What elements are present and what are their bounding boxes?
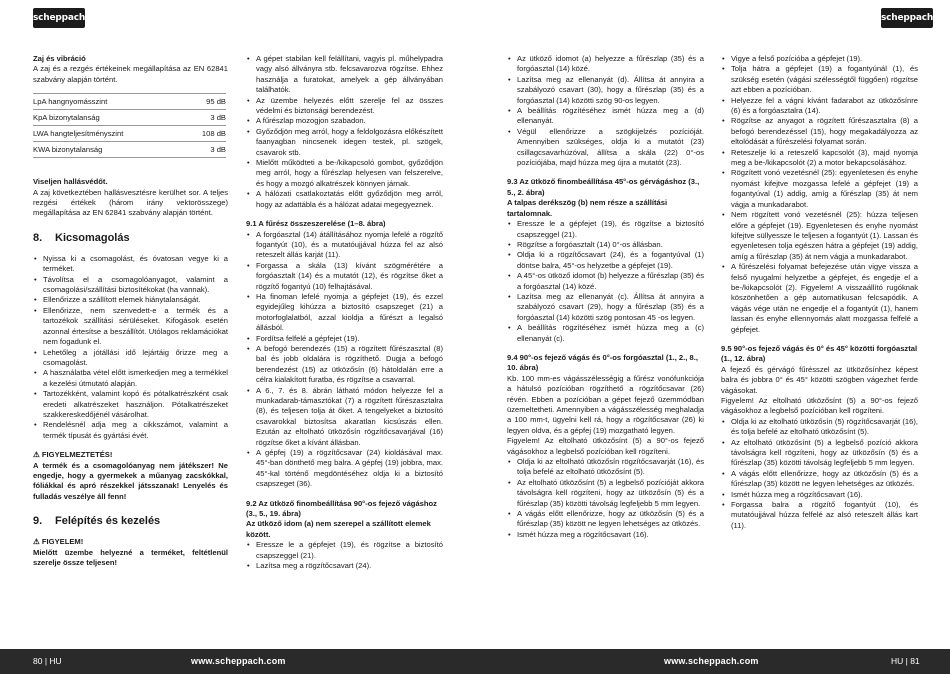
- brand-logo: scheppach: [881, 8, 933, 28]
- table-row: [33, 126, 226, 142]
- list-item: • Reteszelje ki a reteszelő kapcsolót (3), majd nyomja meg a be-/kikapcsolót (2) a motor bekapcsolásához.: [721, 148, 918, 169]
- list-item: • A beállítás rögzítéséhez ismét húzza meg a (c) ellenanyát (c).: [507, 323, 704, 344]
- setup-list: [246, 54, 443, 210]
- list-item: • Eressze le a gépfejet (19), és rögzítse a biztosító csapszeggel (21).: [507, 219, 704, 240]
- caution-title: ⚠ FIGYELEM!: [33, 537, 84, 547]
- list-item: • A 45°-os ütköző idomot (b) helyezze a fűrészlap (35) és a forgóasztal (14) közé.: [507, 271, 704, 292]
- noise-text: A zaj és a rezgés értékeinek megállapítása az EN 62841 szabvány alapján történt.: [33, 64, 228, 84]
- footer-url-left[interactable]: www.scheppach.com: [191, 656, 286, 666]
- section-9-2-sub: Az ütköző idom (a) nem szerepel a szállított elemek között.: [246, 519, 431, 539]
- list-item: • Helyezze fel a vágni kívánt fadarabot az ütközősínre (6) és a forgóasztalra (14).: [721, 96, 918, 117]
- column-1: [33, 54, 228, 568]
- table-cell: LpA hangnyomásszint: [33, 94, 185, 110]
- table-cell: 3 dB: [185, 110, 226, 126]
- table-cell: LWA hangteljesítményszint: [33, 126, 185, 142]
- list-item: • Az eltolható ütközősínt (5) a legbelső pozíció akkora távolságra kell rögzíteni, hogy az ütközősín (5) és a fűrészlap (35) közötti távolság legfeljebb 5 mm legyen.: [721, 438, 918, 469]
- list-item: • Vigye a felső pozícióba a gépfejet (19).: [721, 54, 918, 64]
- list-item: • A vágás előtt ellenőrizze, hogy az ütközősín (5) és a fűrészlap (35) között ne legyen lehetséges az ütközés.: [721, 469, 918, 490]
- list-item: • Oldja ki az eltolható ütközősín (5) rögzítőcsavarját (16), és tolja befelé az eltolható ütközősínt (5).: [721, 417, 918, 438]
- list-item: • Lazítsa meg a rögzítőcsavart (24).: [246, 561, 443, 571]
- list-item: • Forgassa a skála (13) kívánt szögmérétére a forgóasztalt (14) és a mutatót (12), és rögzítse őket a rögzítő fogantyú (10) felhajtásával.: [246, 261, 443, 292]
- section-9-4-heading: 9.4 90°-os fejező vágás és 0°-os forgóasztal (1., 2., 8., 10. ábra): [507, 352, 698, 373]
- list-item: • Forgassa balra a rögzítő fogantyút (10), és mutatóujjával húzza felfelé az alsó reteszelt állás kart (11).: [721, 500, 918, 531]
- list-item: • Az üzembe helyezés előtt szerelje fel az összes védelmi és biztonsági berendezést.: [246, 96, 443, 117]
- wear-text: A zaj következtében hallásvesztésre kerülhet sor. A teljes rezgési értékek (három irány vektorösszege) megállapítása az EN 62841 szabvány alapján történt.: [33, 187, 228, 218]
- list-item: • Mielőtt működteti a be-/kikapcsoló gombot, győződjön meg arról, hogy a fűrészlap helyesen van felszerelve, és hogy a mozgó alkatrészek könnyen járnak.: [246, 158, 443, 189]
- list-item: • Lazítsa meg az ellenanyát (c). Állítsa át annyira a szabályozó csavart (29), hogy a fűrészlap (35) és a forgóasztal (14) közötti szög pontosan 45 -os legyen.: [507, 292, 704, 323]
- adjust-cont-list: [507, 54, 704, 168]
- list-item: • Oldja ki a rögzítőcsavart (24), és a fogantyúval (1) döntse balra, 45°-os helyzetbe a gépfejet (19).: [507, 250, 704, 271]
- operation-list: [721, 54, 918, 335]
- section-number: 8.: [33, 231, 43, 244]
- list-item: • Tartozékként, valamint kopó és pótalkatrészként csak eredeti alkatrészeket használjon. Pótalkatrészeket szakkereskedőjénél vásárolhat.: [33, 389, 228, 420]
- list-item: • A használatba vétel előtt ismerkedjen meg a termékkel a kezelési útmutató alapján.: [33, 368, 228, 389]
- page-number-left: 80 | HU: [33, 656, 62, 666]
- table-cell: 108 dB: [185, 126, 226, 142]
- table-cell: 95 dB: [185, 94, 226, 110]
- caution-text: Mielőtt üzembe helyezné a terméket, feltétlenül szerelje össze teljesen!: [33, 547, 228, 567]
- sound-table: [33, 93, 226, 158]
- bevel-list: [507, 219, 704, 344]
- table-row: [33, 142, 226, 158]
- list-item: • Nyissa ki a csomagolást, és óvatosan vegye ki a terméket.: [33, 254, 228, 275]
- warning-title: ⚠ FIGYELMEZTETÉS!: [33, 450, 113, 460]
- list-item: • Ismét húzza meg a rögzítőcsavart (16).: [507, 530, 704, 540]
- list-item: • Ismét húzza meg a rögzítőcsavart (16).: [721, 490, 918, 500]
- list-item: • A vágás előtt ellenőrizze, hogy az ütközősín (5) és a fűrészlap (35) között ne legyen lehetséges az ütközés.: [507, 509, 704, 530]
- table-cell: KWA bizonytalanság: [33, 142, 185, 158]
- section-9-5-heading: 9.5 90°-os fejező vágás és 0° és 45° közötti forgóasztal (1., 12. ábra): [721, 343, 918, 364]
- section-9-5-text: A fejező és gérvágó fűrésszel az ütközősínhez képest balra és jobbra 0° és 45° közötti szögben vágezhet ferde vágásokat.: [721, 364, 918, 395]
- list-item: • Rögzített vonó vezetésnél (25): egyenletesen és enyhe nyomást kifejtve mozgassa lefelé a gépfejet (19) a fogantyúval (1) addig, amíg a fűrészlap (35) át nem vágja a munkadarabot.: [721, 168, 918, 210]
- table-cell: KpA bizonytalanság: [33, 110, 185, 126]
- section-title: Kicsomagolás: [55, 231, 130, 244]
- column-2: [246, 54, 443, 572]
- table-cell: 3 dB: [185, 142, 226, 158]
- list-item: • Eressze le a gépfejet (19), és rögzítse a biztosító csapszeggel (21).: [246, 540, 443, 561]
- section-9-4-warning: Figyelem! Az eltolható ütközősínt (5) a 90°-os fejező vágásokhoz a legbelső pozícióban kell rögzíteni.: [507, 436, 704, 456]
- brand-logo: scheppach: [33, 8, 85, 28]
- list-item: • A befogó berendezés (15) a rögzített fűrészasztal (8) bal és jobb oldalára is rögzíthető. Dugja a befogó berendezést (15) az ütközősín (6) hátoldalán erre a célra kialakított furatba, és rögzítse a csavarral.: [246, 344, 443, 386]
- list-item: • A fűrészelési folyamat befejezése után vigye vissza a felső nyugalmi helyzetbe a gépfejet, és engedje el a be-/kikapcsolót (2). Figyelem! A visszaállító rugóknak köszönhetően a gép automatikusan felcsapódik. A vágás vége után ne engedje el a fogantyút (1), hanem lassan és enyhe ellennyomás alatt mozgassa felfelé a gépfejet.: [721, 262, 918, 335]
- list-item: • A beállítás rögzítéséhez ismét húzza meg a (d) ellenanyát.: [507, 106, 704, 127]
- section-9-heading: [33, 514, 228, 528]
- list-item: • Végül ellenőrizze a szögkijelzés pozícióját. Amennyiben szükséges, oldja ki a mutatót (23) csillagcsavarhúzóval, állítsa a skála (22) 0°-os pozíciójába, majd húzza meg újra a mutatót (23).: [507, 127, 704, 169]
- list-item: • Rendelésnél adja meg a cikkszámot, valamint a termék típusát és gyártási évét.: [33, 420, 228, 441]
- table-row: [33, 110, 226, 126]
- section-9-4-text: Kb. 100 mm-es vágásszélességig a fűrész vonófunkciója a hátulsó pozícióban rögzíthető a rögzítőcsavar (26) révén. Ebben a pozícióban a gépet fejező üzemmódban üzemeltetheti. Amennyiben a vágásszélesség meghaladja a 100 mm-t, ügyelni kell rá, hogy a rögzítőcsavar (26) ki legyen oldva, és a gépfej (19) mozgatható legyen.: [507, 373, 704, 435]
- list-item: • Tolja hátra a gépfejet (19) a fogantyúnál (1), és szükség esetén (vágási szélességtől függően) rögzítse azt ebben a pozícióban.: [721, 64, 918, 95]
- list-item: • Fordítsa felfelé a gépfejet (19).: [246, 334, 443, 344]
- noise-title: Zaj és vibráció: [33, 54, 86, 63]
- list-item: • A hálózati csatlakoztatás előtt győződjön meg arról, hogy az adattábla és a hálózat adatai megegyeznek.: [246, 189, 443, 210]
- mitre-list: [721, 417, 918, 531]
- list-item: • Lazítsa meg az ellenanyát (d). Állítsa át annyira a szabályozó csavart (30), hogy a fűrészlap (35) és a forgóasztal (14) közötti szög 90-os legyen.: [507, 75, 704, 106]
- column-3: [507, 54, 704, 540]
- section-9-5-warning: Figyelem! Az eltolható ütközősínt (5) a 90°-os fejező vágásokhoz a legbelső pozícióban kell rögzíteni.: [721, 396, 918, 416]
- wear-title: Viseljen hallásvédőt.: [33, 177, 108, 187]
- list-item: • Rögzítse az anyagot a rögzített fűrészasztalra (8) a befogó berendezéssel (15), hogy megakadályozza az eltolódását a fűrészelési folyamat során.: [721, 116, 918, 147]
- list-item: • Oldja ki az eltolható ütközősín rögzítőcsavarját (16), és tolja befelé az eltolható ütközősínt (5).: [507, 457, 704, 478]
- section-9-3-heading: 9.3 Az ütköző finombeállítása 45°-os gérvágáshoz (3., 5., 2. ábra): [507, 177, 700, 197]
- adjust-list: [246, 540, 443, 571]
- section-number: 9.: [33, 515, 43, 528]
- list-item: • A forgóasztal (14) átállításához nyomja lefelé a rögzítő fogantyút (10), és a mutatóujjával húzza fel az alsó reteszelt állás karját (11).: [246, 230, 443, 261]
- footer-url-right[interactable]: www.scheppach.com: [664, 656, 759, 666]
- section-8-heading: [33, 231, 228, 245]
- section-9-2-heading: 9.2 Az ütköző finombeállítása 90°-os fejező vágáshoz (3., 5., 19. ábra): [246, 498, 437, 519]
- list-item: • A 6., 7. és 8. ábrán látható módon helyezze fel a munkadarab-támasztókat (7) a rögzített fűrészasztalra (8), és teljesen tolja át őket. A tengelyeket a biztosító csavarokkal biztosítsa akaratlan kicsúszás ellen. Ezután az eltolható ütközősín rögzítőcsavarjával (16) rögzítse őket a kívánt állásban.: [246, 386, 443, 448]
- footer-bar: [0, 649, 950, 674]
- list-item: • A gépet stabilan kell felállítani, vagyis pl. műhelypadra vagy alsó állványra stb. felcsavarozva rögzítse. Ehhez használja a furatokat, amelyek a gép állványában találhatók.: [246, 54, 443, 96]
- table-row: [33, 94, 226, 110]
- list-item: • Rögzítse a forgóasztalt (14) 0°-os állásban.: [507, 240, 704, 250]
- list-item: • Távolítsa el a csomagolóanyagot, valamint a csomagolási/szállítási biztosítékokat (ha vannak).: [33, 275, 228, 296]
- list-item: • Az eltolható ütközősínt (5) a legbelső pozícióját akkora távolságra kell rögzíteni, hogy az ütközősín (5) és a fűrészlap (35) közötti távolság legfeljebb 5 mm legyen.: [507, 478, 704, 509]
- assembly-list: [246, 230, 443, 490]
- cross-cut-list: [507, 457, 704, 540]
- section-title: Felépítés és kezelés: [55, 515, 161, 528]
- list-item: • Az ütköző idomot (a) helyezze a fűrészlap (35) és a forgóasztal (14) közé.: [507, 54, 704, 75]
- list-item: • Nem rögzített vonó vezetésnél (25): húzza teljesen előre a gépfejet (19). Egyenletesen és enyhe nyomást kifejtve süllyessze le teljesen a fogantyút (1). Lassan és egyenletesen tolja egészen hátra a gépfejet (19) addig, amíg a fűrészlap (35) át nem vágja a munkadarabot.: [721, 210, 918, 262]
- unpack-list: [33, 254, 228, 441]
- list-item: • Ellenőrizze, nem szenvedett-e a termék és a tartozékok szállítási sérüléseket. Kifogások esetén azonnal értesítse a beszállítót. Utólagos reklamációkat nem fogadunk el.: [33, 306, 228, 348]
- list-item: • Lehetőleg a jótállási idő lejártáig őrizze meg a csomagolást.: [33, 348, 228, 369]
- list-item: • A gépfej (19) a rögzítőcsavar (24) kioldásával max. 45°-ban dönthető meg balra. A gépfej (19) jobbra, max. 45°-kal történő megdöntéséhez oldja ki a biztosító csapszeget (36).: [246, 448, 443, 490]
- page-number-right: HU | 81: [891, 656, 920, 666]
- list-item: • A fűrészlap mozogjon szabadon.: [246, 116, 443, 126]
- list-item: • Ellenőrizze a szállított elemek hiánytalanságát.: [33, 295, 228, 305]
- list-item: • Győződjön meg arról, hogy a feldolgozásra előkészített faanyagban nincsenek idegen testek, pl. szögek, csavarok stb.: [246, 127, 443, 158]
- section-9-1-heading: 9.1 A fűrész összeszerelése (1–8. ábra): [246, 219, 386, 229]
- section-9-3-sub: A talpas derékszög (b) nem része a szállítási tartalomnak.: [507, 198, 668, 218]
- column-4: [721, 54, 918, 531]
- list-item: • Ha finoman lefelé nyomja a gépfejet (19), és ezzel egyidejűleg kihúzza a biztosító csapszeget (21) a motorfoglalatból, azzal kioldja a fűrészt a legalsó állásból.: [246, 292, 443, 334]
- warning-text: A termék és a csomagolóanyag nem játékszer! Ne engedje, hogy a gyermekek a műanyag zacskókkal, fóliákkal és apró részekkel játsszanak! Lenyelés és fulladás veszélye áll fenn!: [33, 460, 228, 501]
